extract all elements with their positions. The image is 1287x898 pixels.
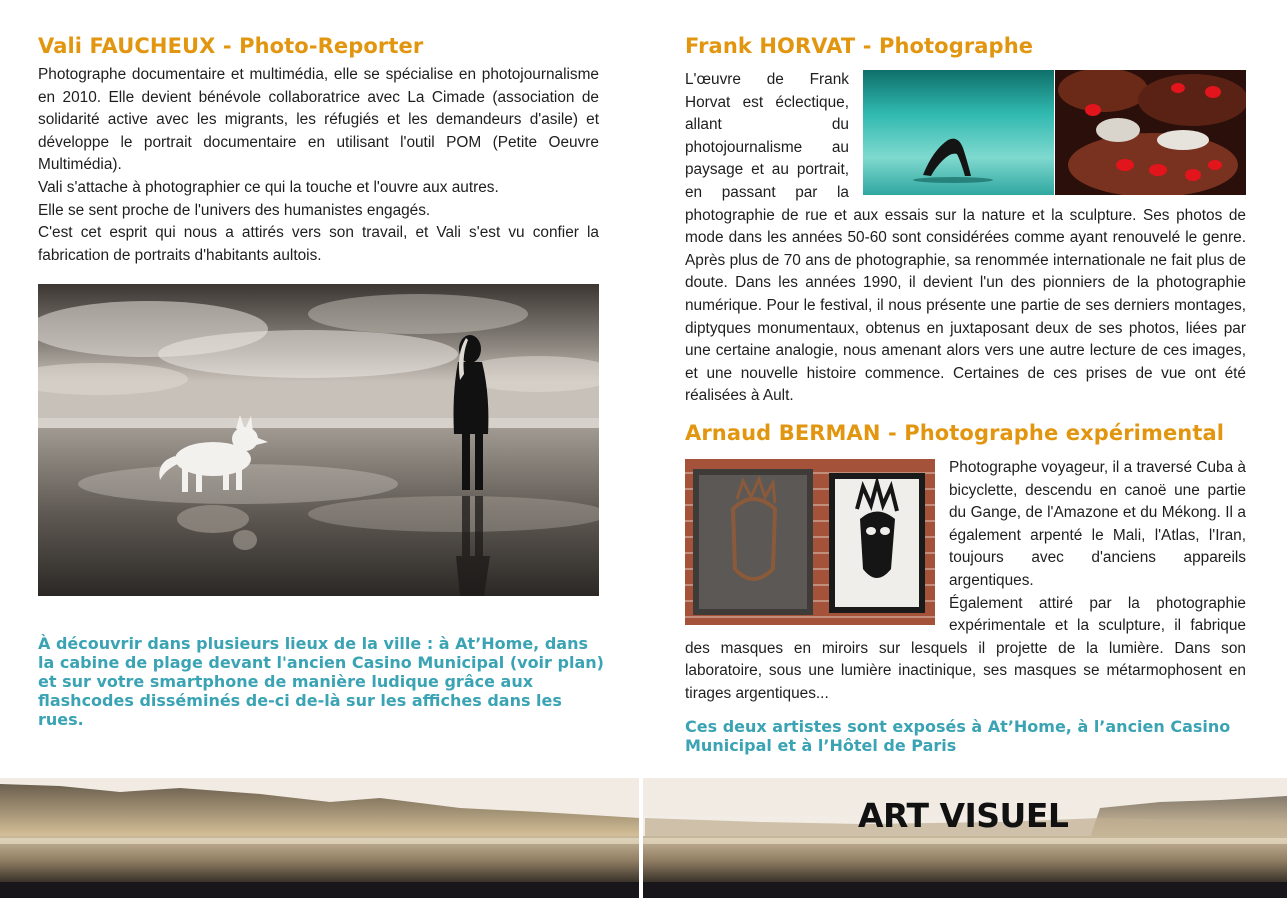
- left-column: [38, 34, 599, 267]
- berman-paragraph-1: Photographe voyageur, il a traversé Cuba à bicyclette, descendu en canoë une partie du Gange, de l'Amazone et du Mékong. Il a également arpenté le Mali, l'Atlas, l'Iran, toujours avec d'anciens appareils argentiques.: [949, 459, 1246, 589]
- frank-horvat-title: Frank HORVAT - Photographe: [685, 34, 1034, 58]
- vali-callout: À découvrir dans plusieurs lieux de la ville : à At’Home, dans la cabine de plage devant l'ancien Casino Municipal (voir plan) et sur votre smartphone de manière ludique grâce aux flashcodes disséminés de-ci de-là sur les affiches dans les rues.: [38, 634, 604, 729]
- berman-masks-photo: [685, 459, 935, 625]
- vali-paragraph-1: Photographe documentaire et multimédia, elle se spécialise en photojournalisme en 2010. Elle devient bénévole collaboratrice avec La Cimade (association de solidarité active avec les migrants, les réfugiés et les demandeurs d'asile) et développe le portrait documentaire en utilisant l'outil POM (Petite Oeuvre Multimédia).: [38, 66, 599, 174]
- beach-dog-photo: [38, 284, 599, 596]
- vali-faucheux-title: Vali FAUCHEUX - Photo-Reporter: [38, 34, 424, 58]
- vali-paragraph-2: Vali s'attache à photographier ce qui la touche et l'ouvre aux autres.: [38, 178, 499, 196]
- arnaud-berman-title: Arnaud BERMAN - Photographe expérimental: [685, 421, 1225, 445]
- vali-paragraph-3: Elle se sent proche de l'univers des humanistes engagés.: [38, 201, 431, 219]
- cliff-banner: [0, 778, 1287, 898]
- horvat-section: [685, 34, 1246, 408]
- art-visuel-title: ART VISUEL: [858, 796, 1069, 835]
- berman-paragraph-2: Également attiré par la photographie expérimentale et la sculpture, il fabrique des masques en miroirs sur lesquels il projette de la lumière. Dans son laboratoire, sous une lumière inactinique, ses masques se métarmophosent en tirages argentiques...: [685, 594, 1246, 702]
- horvat-diptych-photo: [863, 70, 1246, 195]
- horvat-body: L'œuvre de Frank Horvat est éclectique, allant du photojournalisme au paysage et au portrait, en passant par la photographie de rue et aux essais sur la nature et la sculpture. Ses photos de mode dans les années 50-60 sont considérées comme ayant renouvelé le genre. Après plus de 70 ans de photographie, sa renommée internationale ne fait plus de doute. Dans les années 1990, il devient l'un des pionniers de la photographie numérique. Pour le festival, il nous présente une partie de ses derniers montages, diptyques monumentaux, obtenus en juxtaposant deux de ses photos, liées par une certaine analogie, nous amenant alors vers une autre lecture de ces images, et une nouvelle histoire commence. Certaines de ces prises de vue ont été réalisées à Ault.: [685, 71, 1246, 405]
- berman-section: [685, 421, 1246, 706]
- berman-callout: Ces deux artistes sont exposés à At’Home, à l’ancien Casino Municipal et à l’Hôtel de Paris: [685, 717, 1231, 755]
- vali-paragraph-4: C'est cet esprit qui nous a attirés vers son travail, et Vali s'est vu confier la fabrication de portraits d'habitants aultois.: [38, 224, 599, 264]
